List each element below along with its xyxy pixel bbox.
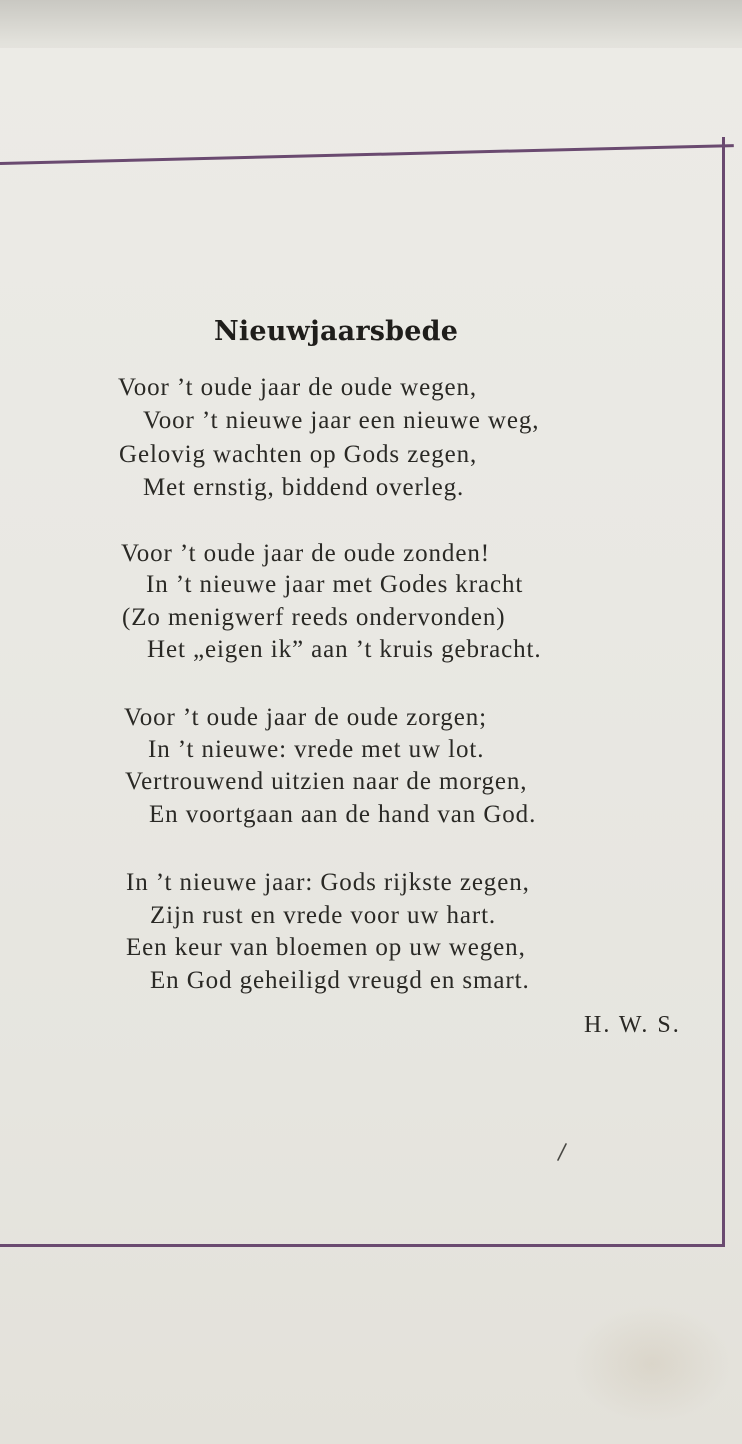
- poem-line: En voortgaan aan de hand van God.: [149, 801, 537, 828]
- poem-line: Voor ’t oude jaar de oude zonden!: [121, 540, 490, 567]
- decorative-border-bottom: [0, 1244, 725, 1247]
- poem-line: Het „eigen ik” aan ’t kruis gebracht.: [147, 636, 542, 663]
- poem-title: Nieuwjaarsbede: [214, 316, 459, 347]
- poem-line: Voor ’t oude jaar de oude wegen,: [118, 374, 478, 401]
- paper-stain: [572, 1304, 732, 1424]
- poem-line: In ’t nieuwe jaar: Gods rijkste zegen,: [126, 869, 530, 896]
- poem-line: En God geheiligd vreugd en smart.: [150, 967, 530, 994]
- poem-signature: H. W. S.: [584, 1012, 681, 1038]
- poem-line: In ’t nieuwe: vrede met uw lot.: [148, 736, 485, 763]
- decorative-border-right: [722, 137, 725, 1245]
- poem-line: Voor ’t oude jaar de oude zorgen;: [124, 704, 487, 731]
- poem-line: Gelovig wachten op Gods zegen,: [119, 441, 478, 468]
- poem-line: In ’t nieuwe jaar met Godes kracht: [146, 571, 524, 598]
- pen-mark: [556, 1142, 568, 1162]
- poem-line: Een keur van bloemen op uw wegen,: [126, 934, 526, 961]
- poem-line: (Zo menigwerf reeds ondervonden): [122, 604, 506, 631]
- poem-line: Met ernstig, biddend overleg.: [143, 474, 465, 501]
- poem-line: Vertrouwend uitzien naar de morgen,: [125, 768, 528, 795]
- poem-line: Zijn rust en vrede voor uw hart.: [150, 902, 497, 929]
- poem-line: Voor ’t nieuwe jaar een nieuwe weg,: [143, 407, 540, 434]
